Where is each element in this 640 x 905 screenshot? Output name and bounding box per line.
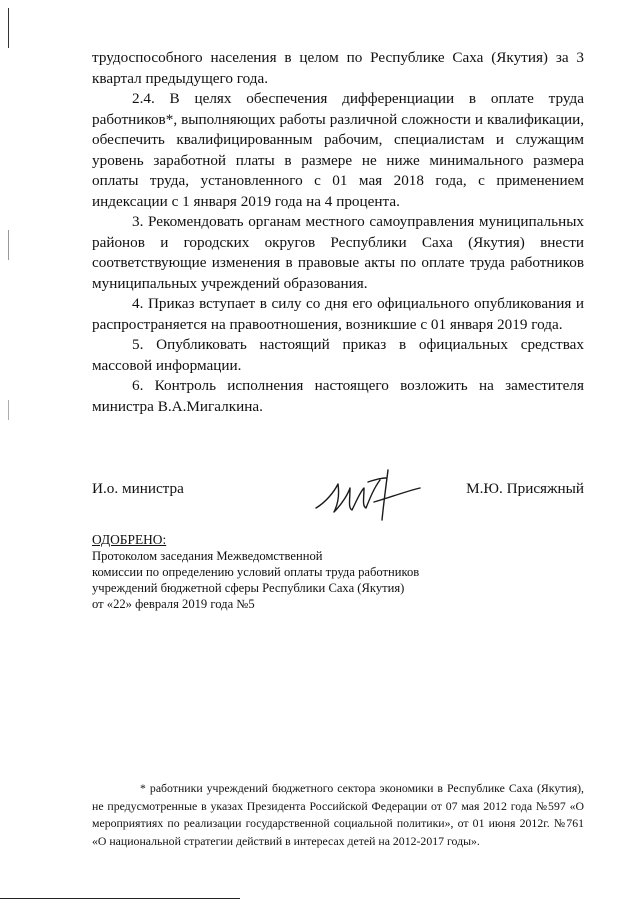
approval-block bbox=[92, 532, 419, 612]
approval-line: комиссии по определению условий оплаты труда работников bbox=[92, 565, 420, 579]
page-bottom-rule bbox=[0, 898, 240, 899]
signer-role: И.о. министра bbox=[92, 480, 184, 497]
approval-heading: ОДОБРЕНО: bbox=[92, 532, 167, 547]
scan-margin-mark bbox=[8, 230, 9, 260]
footnote bbox=[92, 780, 584, 850]
paragraph-3: 3. Рекомендовать органам местного самоуправления муниципальных районов и городских округов Республики Саха (Якутия) внести соответствующие изменения в правовые акты по оплате труда работников муниципальных учреждений образования. bbox=[92, 213, 584, 292]
scan-margin-mark bbox=[8, 400, 9, 420]
paragraph-4: 4. Приказ вступает в силу со дня его официального опубликования и распространяется на правоотношения, возникшие с 01 января 2019 года. bbox=[92, 295, 584, 333]
paragraph-6: 6. Контроль исполнения настоящего возложить на заместителя министра В.А.Мигалкина. bbox=[92, 377, 584, 415]
paragraph-5: 5. Опубликовать настоящий приказ в официальных средствах массовой информации. bbox=[92, 336, 584, 374]
paragraph-2-4: 2.4. В целях обеспечения дифференциации в оплате труда работников*, выполняющих работы различной сложности и квалификации, обеспечить квалифицированным рабочим, специалистам и служащим уровень заработной платы в размере не ниже минимального размера оплаты труда, установленного с 01 мая 2018 года, с применением индексации с 1 января 2019 года на 4 процента. bbox=[92, 90, 584, 210]
approval-line: учреждений бюджетной сферы Республики Саха (Якутия) bbox=[92, 581, 405, 595]
handwritten-signature bbox=[308, 458, 428, 528]
signer-name: М.Ю. Присяжный bbox=[466, 480, 584, 497]
footnote-text: * работники учреждений бюджетного сектора экономики в Республике Саха (Якутия), не предусмотренные в указах Президента Российской Федерации от 07 мая 2012 года №597 «О мероприятиях по реализации государственной социальной политики», от 01 июня 2012г. №761 «О национальной стратегии действий в интересах детей на 2012-2017 годы». bbox=[92, 781, 584, 848]
scan-margin-mark bbox=[8, 8, 9, 48]
paragraph-continuation: трудоспособного населения в целом по Республике Саха (Якутия) за 3 квартал предыдущего года. bbox=[92, 49, 584, 87]
signature-block bbox=[92, 480, 584, 520]
approval-line: от «22» февраля 2019 года №5 bbox=[92, 597, 255, 611]
approval-line: Протоколом заседания Межведомственной bbox=[92, 549, 323, 563]
document-body bbox=[92, 48, 584, 417]
